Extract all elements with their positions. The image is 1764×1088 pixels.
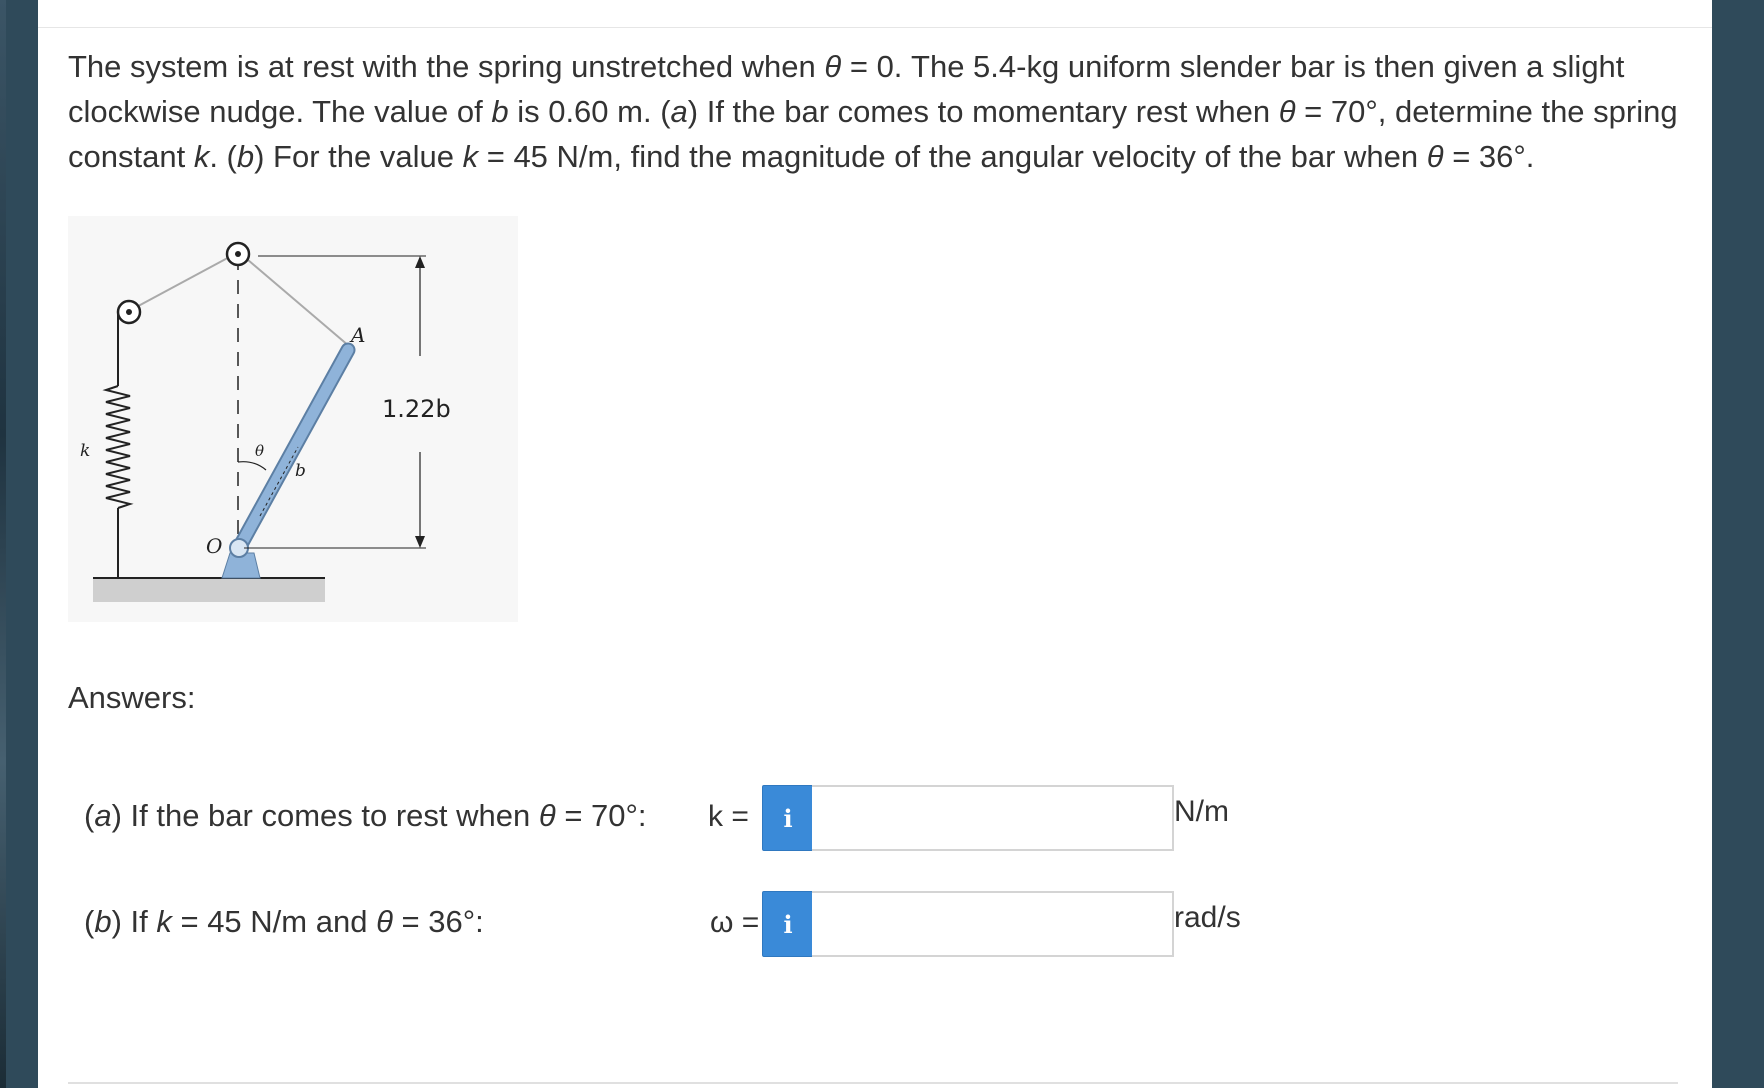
pulley-icon (118, 301, 140, 323)
arrowhead-down (415, 536, 425, 548)
cable-left (129, 254, 235, 311)
divider-bottom (68, 1082, 1678, 1084)
spring-coil (106, 386, 130, 508)
answer-row-b (84, 891, 1284, 957)
divider-top (38, 27, 1712, 28)
answer-row-a (84, 785, 1284, 851)
label-b: b (295, 461, 306, 481)
part-b-variable: ω = (710, 906, 760, 939)
problem-figure (68, 216, 518, 622)
question-text: The system is at rest with the spring unstretched when θ = 0. The 5.4-kg uniform slender bar is then given a slight clockwise nudge. The value of b is 0.60 m. (a) If the bar comes to momentary rest when θ = 70°, determine the spring constant k. (b) For the value k = 45 N/m, find the magnitude of the angular velocity of the bar when θ = 36°. (68, 49, 1678, 174)
part-b-prompt: (b) If k = 45 N/m and θ = 36°: (84, 904, 484, 939)
pulley-icon (227, 243, 249, 265)
label-O: O (206, 534, 223, 558)
label-k: k (80, 441, 91, 461)
label-height: 1.22b (382, 395, 451, 423)
label-theta: θ (255, 442, 265, 460)
arrowhead-up (415, 256, 425, 268)
part-b-unit: rad/s (1174, 901, 1241, 934)
question-card (38, 0, 1712, 1088)
part-a-prompt: (a) If the bar comes to rest when θ = 70°: (84, 798, 647, 833)
answer-input-k[interactable] (812, 785, 1174, 851)
answers-heading: Answers: (68, 680, 196, 715)
part-a-unit: N/m (1174, 795, 1229, 828)
info-icon[interactable]: i (762, 785, 814, 851)
answer-input-omega[interactable] (812, 891, 1174, 957)
part-a-variable: k = (708, 800, 749, 833)
mechanism-diagram (68, 216, 518, 622)
theta-arc (238, 462, 266, 470)
background-strip (0, 0, 6, 1088)
label-A: A (351, 323, 366, 347)
info-icon[interactable]: i (762, 891, 814, 957)
ground-shading (93, 578, 325, 602)
cable-right (241, 254, 349, 346)
